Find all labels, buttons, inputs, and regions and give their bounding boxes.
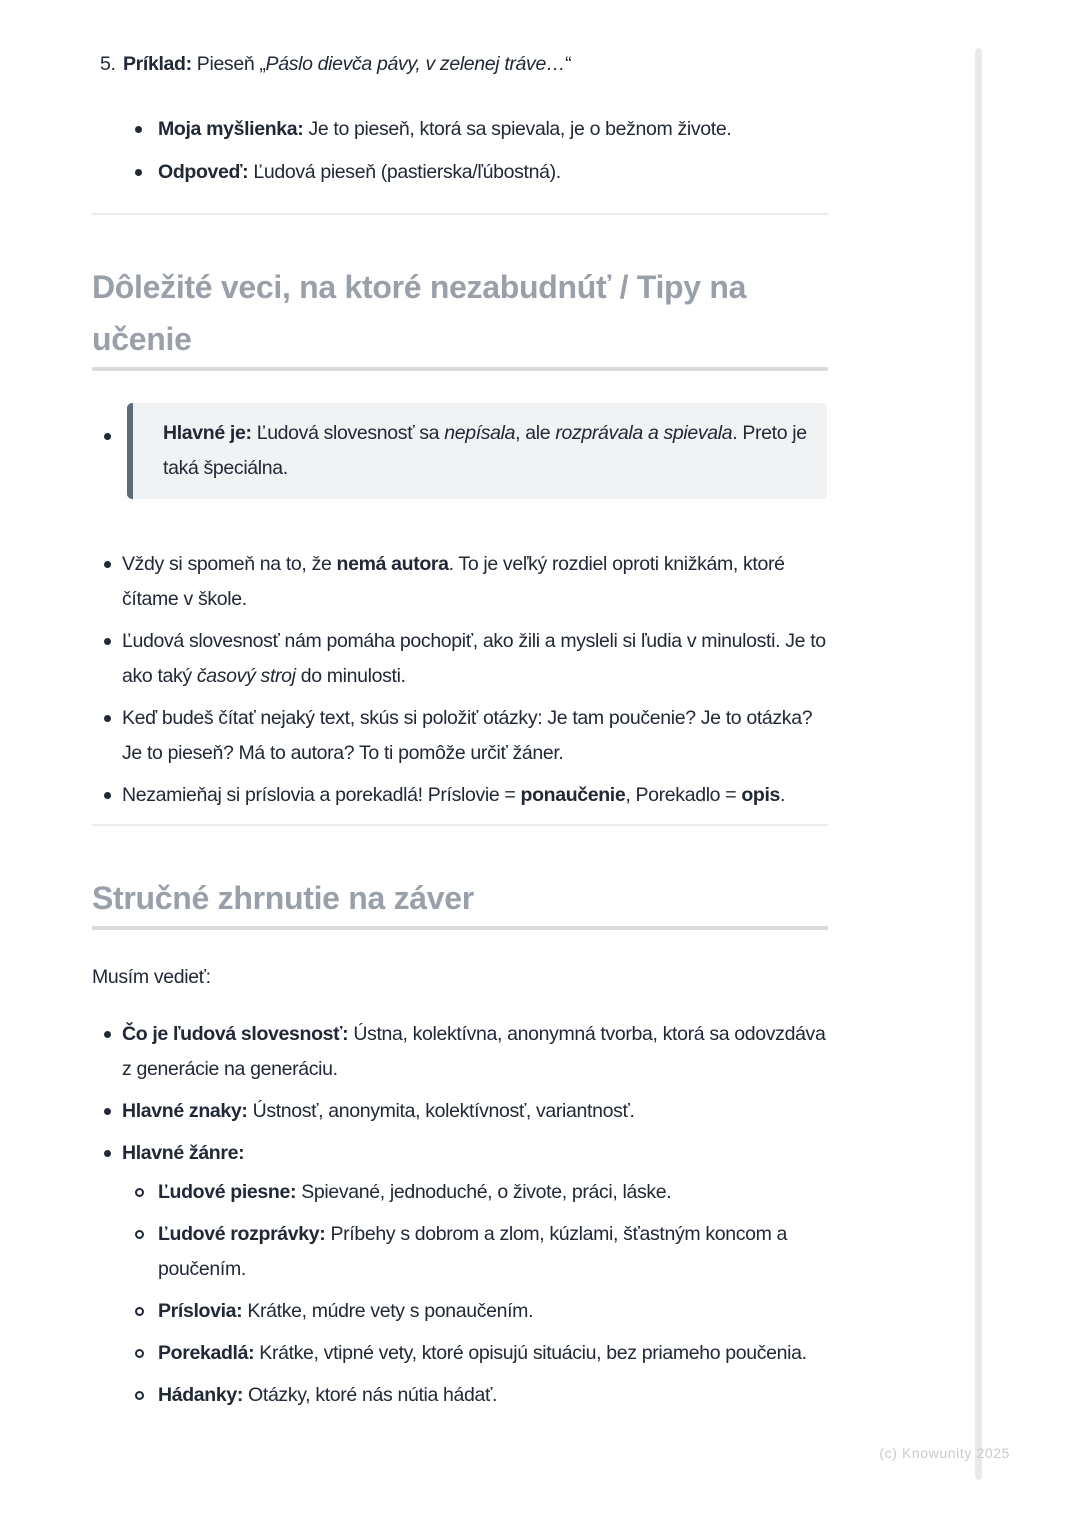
list-item: Keď budeš čítať nejaký text, skús si položiť otázky: Je tam poučenie? Je to otázka? Je to pieseň? Má to autora? To ti pomôže určiť žáner. bbox=[92, 701, 828, 771]
list-item: Hlavné znaky: Ústnosť, anonymita, kolektívnosť, variantnosť. bbox=[92, 1094, 828, 1129]
list-item-text: Príklad: Pieseň „Páslo dievča pávy, v zelenej tráve…“ bbox=[123, 53, 572, 75]
list-item: Vždy si spomeň na to, že nemá autora. To je veľký rozdiel oproti knižkám, ktoré čítame v škole. bbox=[92, 547, 828, 617]
watermark: (c) Knowunity 2025 bbox=[879, 1445, 1010, 1461]
list-item-text: Hlavné žánre: bbox=[122, 1142, 245, 1164]
tips-list bbox=[92, 547, 828, 813]
list-item: Odpoveď: Ľudová pieseň (pastierska/ľúbostná). bbox=[92, 155, 828, 190]
callout-quote: Hlavné je: Ľudová slovesnosť sa nepísala, ale rozprávala a spievala. Preto je taká špeciálna. bbox=[127, 403, 827, 499]
list-item: Moja myšlienka: Je to pieseň, ktorá sa spievala, je o bežnom živote. bbox=[92, 112, 828, 147]
sub-list-item: Ľudové piesne: Spievané, jednoduché, o živote, práci, láske. bbox=[122, 1175, 828, 1210]
summary-list bbox=[92, 1017, 828, 1413]
list-item: Nezamieňaj si príslovia a porekadlá! Príslovie = ponaučenie, Porekadlo = opis. bbox=[92, 778, 828, 813]
list-item: Ľudová slovesnosť nám pomáha pochopiť, ako žili a mysleli si ľudia v minulosti. Je to ako taký časový stroj do minulosti. bbox=[92, 624, 828, 694]
sub-list-item: Hádanky: Otázky, ktoré nás nútia hádať. bbox=[122, 1378, 828, 1413]
list-number: 5. bbox=[100, 53, 116, 75]
genres-sublist bbox=[122, 1175, 828, 1413]
document-content bbox=[92, 0, 828, 1420]
list-item: Čo je ľudová slovesnosť: Ústna, kolektívna, anonymná tvorba, ktorá sa odovzdáva z generácie na generáciu. bbox=[92, 1017, 828, 1087]
sub-list-item: Príslovia: Krátke, múdre vety s ponaučením. bbox=[122, 1294, 828, 1329]
section-heading-summary: Stručné zhrnutie na záver bbox=[92, 880, 474, 916]
list-item bbox=[92, 1136, 828, 1413]
list-item bbox=[92, 403, 828, 499]
sub-list-item: Porekadlá: Krátke, vtipné vety, ktoré opisujú situáciu, bez priameho poučenia. bbox=[122, 1336, 828, 1371]
divider bbox=[92, 824, 828, 826]
numbered-list-item bbox=[92, 47, 828, 82]
heading-rule bbox=[92, 926, 828, 930]
section-heading-tips: Dôležité veci, na ktoré nezabudnúť / Tipy na učenie bbox=[92, 269, 747, 357]
quote-list bbox=[92, 403, 828, 499]
summary-intro: Musím vedieť: bbox=[92, 966, 211, 988]
divider bbox=[92, 213, 828, 215]
sub-list-item: Ľudové rozprávky: Príbehy s dobrom a zlom, kúzlami, šťastným koncom a poučením. bbox=[122, 1217, 828, 1287]
scrollbar-thumb[interactable] bbox=[975, 48, 982, 1480]
example-sublist bbox=[92, 112, 828, 190]
heading-rule bbox=[92, 367, 828, 371]
